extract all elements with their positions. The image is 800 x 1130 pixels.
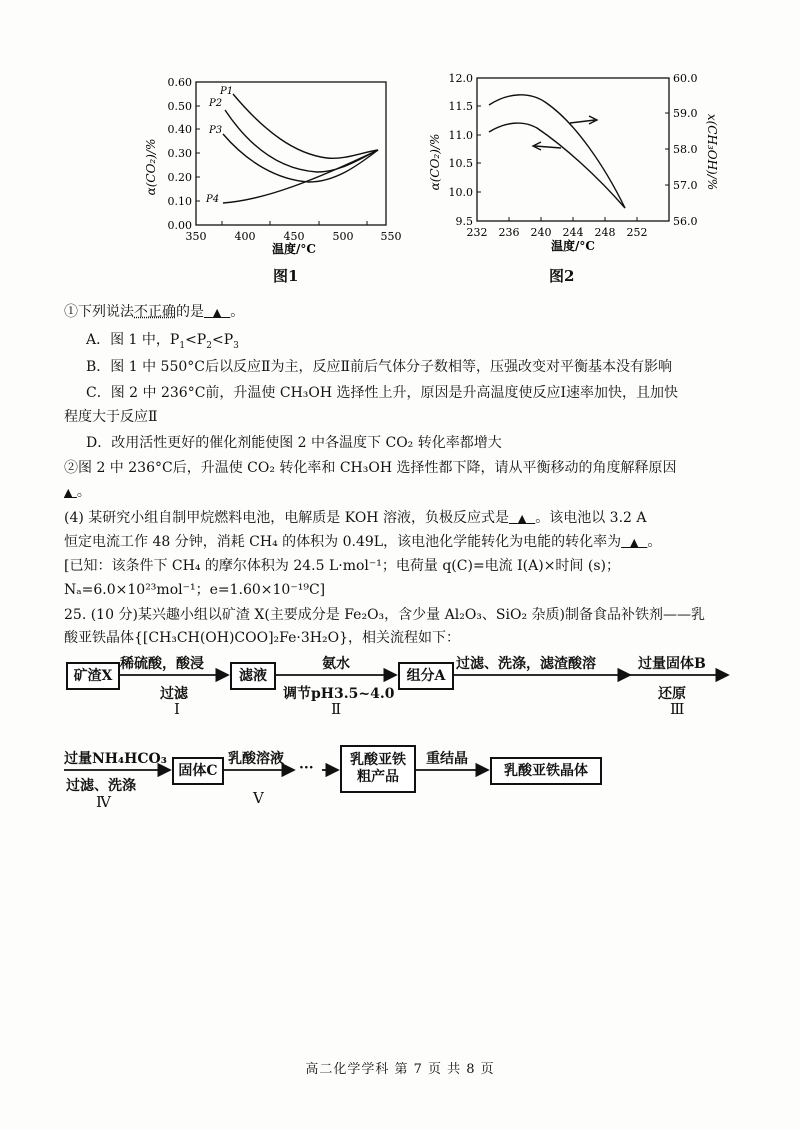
step1-numeral: Ⅰ xyxy=(174,700,180,718)
fig2-ytick-left: 10.5 xyxy=(448,157,473,170)
flow-box-component-a: 组分A xyxy=(398,662,454,690)
fig1-ytick: 0.20 xyxy=(167,171,192,184)
step7-operation: 重结晶 xyxy=(426,751,468,767)
fig1-curve-label: P2 xyxy=(209,98,223,109)
flow-box-solid-c: 固体C xyxy=(172,757,224,785)
fig2-ytick-left: 9.5 xyxy=(455,215,473,228)
step4-reagent: 过量固体B xyxy=(638,656,706,672)
step5-numeral: Ⅳ xyxy=(96,793,111,811)
fig2-xtick: 248 xyxy=(594,226,616,239)
step2-numeral: Ⅱ xyxy=(331,700,342,718)
q2-stem: ②图 2 中 236°C后，升温使 CO₂ 转化率和 CH₃OH 选择性都下降，请从平衡移动的角度解释原因 xyxy=(64,460,677,476)
fig2-ytick-right: 57.0 xyxy=(673,179,698,192)
answer-blank: ▲ xyxy=(64,486,73,499)
fig2-xtick: 236 xyxy=(498,226,520,239)
answer-blank: ▲ xyxy=(517,512,527,525)
step1-reagent: 稀硫酸，酸浸 xyxy=(120,656,204,672)
q1-option-c-cont: 程度大于反应Ⅱ xyxy=(64,409,158,425)
fig1-ytick: 0.30 xyxy=(167,147,192,160)
fig1-curve-p2 xyxy=(225,110,378,172)
fig2-curve-co2 xyxy=(489,123,625,208)
fig2-ytick-right: 59.0 xyxy=(673,107,698,120)
step4-operation: 还原 xyxy=(658,686,686,702)
fig1-curve-p1 xyxy=(233,94,378,158)
figure-1-caption: 图1 xyxy=(273,267,299,285)
q1-option-d: D．改用活性更好的催化剂能使图 2 中各温度下 CO₂ 转化率都增大 xyxy=(86,435,502,451)
fig2-xtick: 252 xyxy=(626,226,648,239)
q4-line-4: Nₐ=6.0×10²³mol⁻¹；e=1.60×10⁻¹⁹C] xyxy=(64,582,326,598)
q4-line-3: [已知：该条件下 CH₄ 的摩尔体积为 24.5 L·mol⁻¹；电荷量 q(C)=电流 I(A)×时间 (s)； xyxy=(64,558,620,574)
step2-reagent: 氨水 xyxy=(322,656,350,672)
q4-line-1: (4) 某研究小组自制甲烷燃料电池，电解质是 KOH 溶液，负极反应式是 ▲ 。该电池以 3.2 A xyxy=(64,510,647,526)
flow-box-crude-product: 乳酸亚铁 粗产品 xyxy=(340,745,416,793)
q2-answer-line: ▲ 。 xyxy=(64,484,91,500)
fig2-xlabel: 温度/°C xyxy=(551,239,595,253)
fig2-arrow-left xyxy=(535,146,561,148)
fig2-xtick: 232 xyxy=(466,226,488,239)
fig2-ytick-left: 11.0 xyxy=(448,129,473,142)
flow-box-ore-x: 矿渣X xyxy=(66,662,120,690)
fig1-curve-label: P4 xyxy=(206,194,220,205)
fig2-ytick-right: 60.0 xyxy=(673,72,698,85)
flow-box-crystal: 乳酸亚铁晶体 xyxy=(490,757,602,785)
fig2-ytick-right: 56.0 xyxy=(673,215,698,228)
fig1-curve-p3 xyxy=(223,134,378,182)
step3-operation: 过滤、洗涤，滤渣酸溶 xyxy=(456,656,596,672)
step5-reagent: 过量NH₄HCO₃ xyxy=(64,751,167,767)
step4-numeral: Ⅲ xyxy=(670,700,685,718)
q1-option-b: B．图 1 中 550°C后以反应Ⅱ为主，反应Ⅱ前后气体分子数相等，压强改变对平衡基本没有影响 xyxy=(86,359,673,375)
fig1-ylabel: α(CO₂)/% xyxy=(144,138,158,196)
step5-operation: 过滤、洗涤 xyxy=(66,778,136,794)
fig2-ytick-right: 58.0 xyxy=(673,143,698,156)
fig1-xtick: 550 xyxy=(380,230,402,243)
q25-line-1: 25. (10 分)某兴趣小组以矿渣 X(主要成分是 Fe₂O₃，含少量 Al₂O₃、SiO₂ 杂质)制备食品补铁剂——乳 xyxy=(64,607,705,623)
flow-box-filtrate: 滤液 xyxy=(230,662,276,690)
fig2-ytick-left: 11.5 xyxy=(448,100,473,113)
fig1-curve-label: P1 xyxy=(220,86,234,97)
step6-reagent: 乳酸溶液 xyxy=(228,751,284,767)
q1-stem: ①下列说法不正确的是 ▲ 。 xyxy=(64,304,245,320)
q1-option-c: C．图 2 中 236°C前，升温使 CH₃OH 选择性上升，原因是升高温度使反应Ⅰ速率加快，且加快 xyxy=(86,385,679,401)
fig2-ylabel-right: x(CH₃OH)/% xyxy=(705,113,719,191)
fig2-ytick-left: 10.0 xyxy=(448,186,473,199)
fig1-xtick: 350 xyxy=(185,230,207,243)
fig1-curve-label: P3 xyxy=(209,125,223,136)
fig1-ytick: 0.10 xyxy=(167,195,192,208)
fig1-xlabel: 温度/°C xyxy=(272,242,316,256)
fig1-xtick: 400 xyxy=(234,230,256,243)
fig2-curve-ch3oh xyxy=(489,95,625,208)
q1-option-a: A．图 1 中，$P_1<P_2<P_3$ xyxy=(86,332,239,351)
q4-line-2: 恒定电流工作 48 分钟，消耗 CH₄ 的体积为 0.49L，该电池化学能转化为电能的转化率为 ▲ 。 xyxy=(64,534,662,550)
fig1-xtick: 500 xyxy=(332,230,354,243)
fig1-ytick: 0.00 xyxy=(167,219,192,232)
fig1-ytick: 0.50 xyxy=(167,100,192,113)
answer-blank: ▲ xyxy=(629,536,639,549)
fig2-ylabel-left: α(CO₂)/% xyxy=(428,133,442,191)
figure-1-chart xyxy=(95,72,415,256)
step6-numeral: Ⅴ xyxy=(253,789,264,807)
step1-operation: 过滤 xyxy=(160,686,188,702)
fig2-xtick: 244 xyxy=(562,226,584,239)
fig2-ytick-left: 12.0 xyxy=(448,72,473,85)
q25-line-2: 酸亚铁晶体{[CH₃CH(OH)COO]₂Fe·3H₂O}，相关流程如下： xyxy=(64,630,460,646)
fig1-ytick: 0.60 xyxy=(167,76,192,89)
fig2-xtick: 240 xyxy=(530,226,552,239)
q1-stem-emphasis: 不正确 xyxy=(134,304,176,320)
flow-ellipsis: ··· xyxy=(299,760,314,776)
fig1-xtick: 450 xyxy=(283,230,305,243)
fig1-curve-p4 xyxy=(223,150,378,203)
figure-2-chart xyxy=(425,72,719,257)
page-footer: 高二化学学科 第 7 页 共 8 页 xyxy=(305,1062,495,1077)
figure-2-caption: 图2 xyxy=(549,267,575,285)
fig1-ytick: 0.40 xyxy=(167,123,192,136)
step2-operation: 调节pH3.5~4.0 xyxy=(283,686,395,702)
answer-blank: ▲ xyxy=(212,306,222,319)
